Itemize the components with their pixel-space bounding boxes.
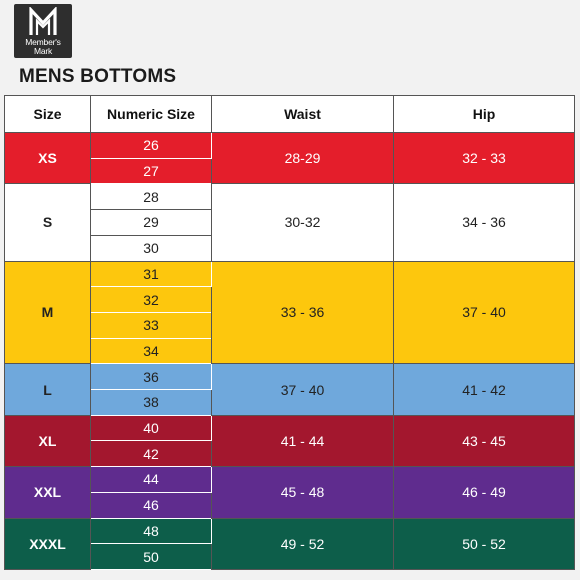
hip-cell: 50 - 52 (394, 518, 575, 569)
table-row (5, 415, 575, 441)
table-row (5, 467, 575, 493)
size-chart-table (4, 95, 575, 570)
hip-cell: 41 - 42 (394, 364, 575, 415)
header-waist: Waist (212, 96, 394, 133)
size-cell: XS (5, 133, 91, 184)
numeric-size-cell: 33 (91, 312, 212, 338)
size-cell: XL (5, 415, 91, 466)
numeric-size-cell: 32 (91, 287, 212, 313)
size-cell: M (5, 261, 91, 364)
numeric-size-cell: 30 (91, 235, 212, 261)
header-numeric-size: Numeric Size (91, 96, 212, 133)
numeric-size-cell: 26 (91, 133, 212, 159)
numeric-size-cell: 31 (91, 261, 212, 287)
size-cell: L (5, 364, 91, 415)
table-row (5, 518, 575, 544)
numeric-size-cell: 40 (91, 415, 212, 441)
numeric-size-cell: 50 (91, 544, 212, 570)
numeric-size-cell: 28 (91, 184, 212, 210)
waist-cell: 33 - 36 (212, 261, 394, 364)
logo-text-line2: Mark (33, 46, 53, 56)
waist-cell: 41 - 44 (212, 415, 394, 466)
m-logo-icon (28, 7, 58, 37)
waist-cell: 37 - 40 (212, 364, 394, 415)
waist-cell: 49 - 52 (212, 518, 394, 569)
numeric-size-cell: 44 (91, 467, 212, 493)
table-row (5, 133, 575, 159)
members-mark-logo (14, 4, 72, 58)
size-cell: S (5, 184, 91, 261)
size-cell: XXL (5, 467, 91, 518)
page-title: MENS BOTTOMS (19, 66, 177, 87)
logo-text-line1: Member's (25, 37, 61, 47)
waist-cell: 28-29 (212, 133, 394, 184)
numeric-size-cell: 27 (91, 158, 212, 184)
header-row (5, 96, 575, 133)
numeric-size-cell: 42 (91, 441, 212, 467)
hip-cell: 32 - 33 (394, 133, 575, 184)
hip-cell: 46 - 49 (394, 467, 575, 518)
waist-cell: 45 - 48 (212, 467, 394, 518)
size-cell: XXXL (5, 518, 91, 569)
waist-cell: 30-32 (212, 184, 394, 261)
numeric-size-cell: 48 (91, 518, 212, 544)
table-row (5, 364, 575, 390)
hip-cell: 37 - 40 (394, 261, 575, 364)
table-row (5, 184, 575, 210)
header-size: Size (5, 96, 91, 133)
numeric-size-cell: 46 (91, 492, 212, 518)
numeric-size-cell: 34 (91, 338, 212, 364)
hip-cell: 43 - 45 (394, 415, 575, 466)
numeric-size-cell: 38 (91, 390, 212, 416)
table-row (5, 261, 575, 287)
numeric-size-cell: 29 (91, 210, 212, 236)
header-hip: Hip (394, 96, 575, 133)
hip-cell: 34 - 36 (394, 184, 575, 261)
numeric-size-cell: 36 (91, 364, 212, 390)
